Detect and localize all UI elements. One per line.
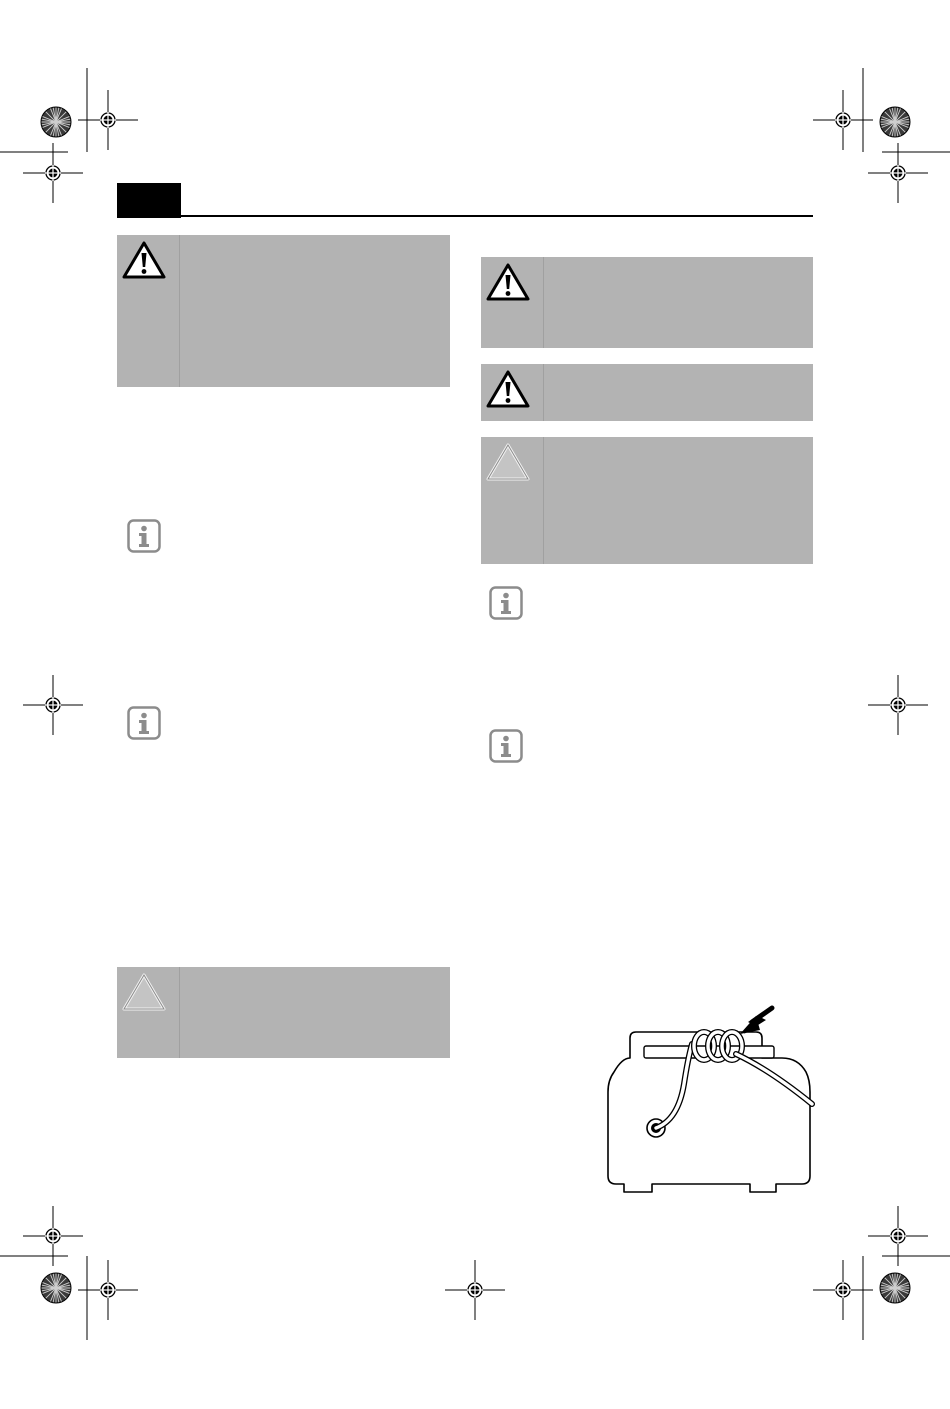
danger-notice-panel bbox=[117, 235, 450, 387]
panel-divider bbox=[543, 437, 544, 564]
caution-notice-panel bbox=[481, 437, 813, 564]
info-icon bbox=[127, 706, 161, 740]
arrow-pointer-icon bbox=[740, 1006, 772, 1034]
danger-notice-panel bbox=[481, 257, 813, 348]
warning-triangle-outline-icon bbox=[121, 971, 167, 1013]
caution-notice-panel bbox=[117, 967, 450, 1058]
danger-notice-panel bbox=[481, 364, 813, 421]
panel-divider bbox=[543, 257, 544, 348]
panel-divider bbox=[543, 364, 544, 421]
warning-triangle-exclamation-icon bbox=[485, 368, 531, 410]
panel-divider bbox=[179, 967, 180, 1058]
warning-triangle-exclamation-icon bbox=[485, 261, 531, 303]
header-rule bbox=[117, 215, 813, 217]
header-tab bbox=[117, 183, 181, 218]
info-icon bbox=[489, 586, 523, 620]
info-icon bbox=[127, 519, 161, 553]
warning-triangle-outline-icon bbox=[485, 441, 531, 483]
appliance-cord-storage-illustration bbox=[600, 1000, 815, 1200]
info-icon bbox=[489, 729, 523, 763]
warning-triangle-exclamation-icon bbox=[121, 239, 167, 281]
panel-divider bbox=[179, 235, 180, 387]
